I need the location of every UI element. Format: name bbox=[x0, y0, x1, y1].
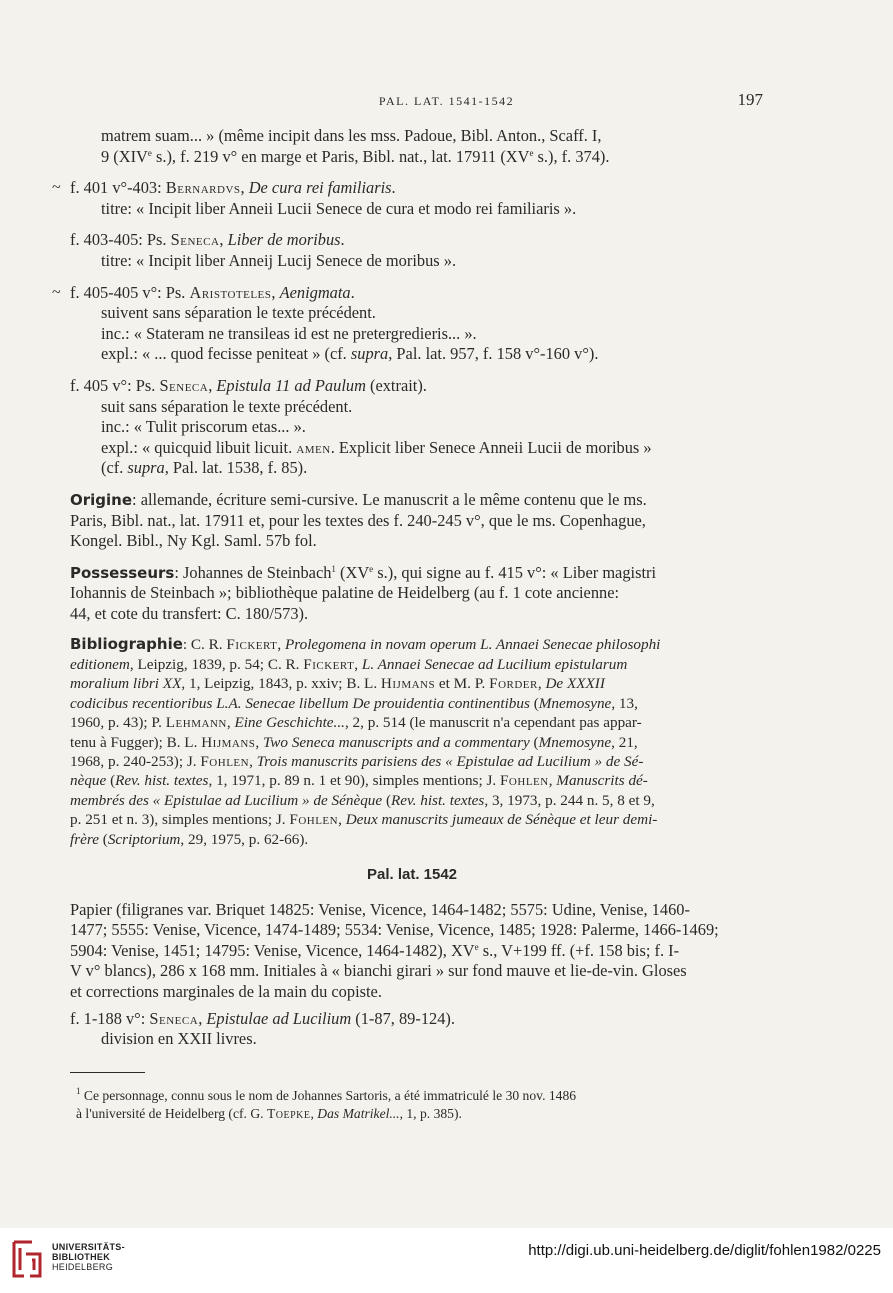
folio-range: f. 401 v°-403: bbox=[70, 178, 166, 198]
journal-title: Scriptorium bbox=[107, 830, 181, 848]
text-span: . bbox=[340, 230, 345, 250]
entry-seneca-lucilium bbox=[70, 1009, 754, 1050]
text-span: tenu à Fugger); B. L. bbox=[70, 733, 202, 751]
text-span: : bbox=[132, 489, 141, 509]
text-span: . bbox=[350, 282, 355, 302]
footnote-divider bbox=[70, 1072, 145, 1073]
text-span: , 3, 1973, p. 244 n. 5, 8 et 9, bbox=[484, 791, 655, 809]
text-span: Johannes de Steinbach bbox=[183, 562, 332, 582]
text-span: , Leipzig, 1839, p. 54; C. R. bbox=[129, 655, 304, 673]
page-header bbox=[0, 90, 893, 112]
text-span: , bbox=[208, 375, 217, 395]
page-body bbox=[52, 126, 754, 1123]
text-span: Ce personnage, connu sous le nom de Johannes Sartoris, a été immatriculé le 30 nov. 1486 bbox=[80, 1087, 577, 1103]
text-line bbox=[70, 563, 754, 584]
text-span: (cf. bbox=[101, 458, 128, 478]
footnote-number: 1 bbox=[76, 1085, 81, 1096]
section-label: Possesseurs bbox=[70, 563, 175, 582]
work-title: Epistulae ad Lucilium bbox=[206, 1008, 352, 1028]
text-line bbox=[70, 655, 754, 674]
text-span: expl.: « ... quod fecisse peniteat » (cf. bbox=[101, 344, 351, 364]
spacer bbox=[70, 219, 754, 230]
text-span: , bbox=[255, 733, 263, 751]
text-span: , bbox=[249, 752, 257, 770]
bibliographie-paragraph bbox=[70, 635, 754, 848]
folio-range: f. 405-405 v°: Ps. bbox=[70, 282, 190, 302]
text-line bbox=[70, 1009, 754, 1030]
text-span: : bbox=[174, 562, 184, 582]
entry-seneca-paulum bbox=[70, 376, 754, 479]
author-name: Hijmans bbox=[380, 675, 436, 693]
author-name: Seneca bbox=[170, 230, 220, 250]
text-line bbox=[70, 178, 754, 199]
library-name-line: UNIVERSITÄTS- bbox=[52, 1242, 125, 1252]
work-title: De cura rei familiaris bbox=[248, 178, 392, 198]
text-line bbox=[70, 438, 754, 459]
superscript: e bbox=[369, 563, 374, 574]
text-span: , bbox=[198, 1008, 207, 1028]
journal-title: Mnemosyne bbox=[538, 733, 612, 751]
text-span: expl.: « quicquid libuit licuit. bbox=[101, 437, 297, 457]
entry-bernardus bbox=[52, 178, 754, 219]
work-title: Deux manuscrits jumeaux de Sénèque et leur demi- bbox=[345, 811, 658, 829]
text-span: (1-87, 89-124). bbox=[351, 1008, 455, 1028]
library-name-line: HEIDELBERG bbox=[52, 1262, 114, 1272]
work-title: Trois manuscrits parisiens des « Epistulae ad Lucilium » de Sé- bbox=[256, 752, 644, 770]
work-title: Das Matrikel... bbox=[317, 1105, 400, 1121]
spacer bbox=[70, 624, 754, 635]
text-span: amen bbox=[296, 437, 331, 457]
text-line bbox=[70, 941, 754, 962]
text-line: suit sans séparation le texte précédent. bbox=[101, 396, 353, 416]
spacer bbox=[70, 479, 754, 490]
section-label: Origine bbox=[70, 490, 133, 509]
text-line: suivent sans séparation le texte précédent. bbox=[101, 303, 376, 323]
text-span: supra bbox=[127, 458, 165, 478]
text-span: , 2, p. 514 (le manuscrit n'a cependant pas appar- bbox=[344, 714, 642, 732]
text-span: , bbox=[271, 282, 280, 302]
work-title: membrés des « Epistulae ad Lucilium » de Sénèque bbox=[70, 791, 383, 809]
author-name: Fohlen bbox=[499, 772, 549, 790]
text-span: , Pal. lat. 957, f. 158 v°-160 v°). bbox=[388, 344, 599, 364]
text-line bbox=[70, 147, 754, 168]
text-span: , bbox=[338, 811, 346, 829]
footnote bbox=[70, 1087, 754, 1123]
text-span: . Explicit liber Senece Anneii Lucii de moribus » bbox=[330, 437, 652, 457]
folio-range: f. 403-405: Ps. bbox=[70, 230, 171, 250]
text-line: 1477; 5555: Venise, Vicence, 1474-1489; 5534: Venise, Vicence, 1485; 1928: Palerme, 1466-1469; bbox=[70, 920, 719, 940]
text-span: , 13, bbox=[611, 694, 638, 712]
text-line bbox=[70, 791, 754, 810]
spacer bbox=[70, 552, 754, 563]
author-name: Fohlen bbox=[289, 811, 339, 829]
text-span: , bbox=[310, 1105, 318, 1121]
text-line: titre: « Incipit liber Anneii Lucii Senece de cura et modo rei familiaris ». bbox=[101, 198, 577, 218]
permalink-url[interactable]: http://digi.ub.uni-heidelberg.de/diglit/fohlen1982/0225 bbox=[528, 1242, 881, 1259]
text-line: Iohannis de Steinbach »; bibliothèque palatine de Heidelberg (au f. 1 cote ancienne: bbox=[70, 583, 620, 603]
section-label: Bibliographie bbox=[70, 635, 183, 654]
work-title: Epistula 11 ad Paulum bbox=[216, 375, 366, 395]
papier-paragraph bbox=[70, 900, 754, 1003]
text-line: inc.: « Tulit priscorum etas... ». bbox=[101, 417, 306, 437]
tilde-mark: ~ bbox=[52, 179, 61, 197]
work-title: Eine Geschichte... bbox=[234, 714, 345, 732]
text-line bbox=[70, 830, 754, 849]
origine-paragraph bbox=[70, 490, 754, 552]
superscript: e bbox=[529, 147, 534, 158]
work-title: Prolegomena in novam operum L. Annaei Senecae philosophi bbox=[284, 636, 661, 654]
text-line: 44, et cote du transfert: C. 180/573). bbox=[70, 603, 309, 623]
text-span: ( bbox=[98, 830, 108, 848]
text-line bbox=[76, 1087, 754, 1105]
text-span: 9 (XIV bbox=[101, 146, 148, 166]
running-head: PAL. LAT. 1541-1542 bbox=[378, 94, 515, 108]
text-span: , bbox=[219, 230, 228, 250]
text-span: , bbox=[226, 714, 235, 732]
section-heading: Pal. lat. 1542 bbox=[366, 865, 458, 883]
work-title: Liber de moribus bbox=[227, 230, 341, 250]
entry-continuation bbox=[70, 126, 754, 167]
text-line bbox=[76, 1105, 754, 1123]
work-title: Two Seneca manuscripts and a commentary bbox=[262, 733, 530, 751]
superscript: e bbox=[474, 941, 479, 952]
text-line: Papier (filigranes var. Briquet 14825: Venise, Vicence, 1464-1482; 5575: Udine, Venise, 1460- bbox=[70, 899, 690, 919]
author-name: Seneca bbox=[159, 375, 209, 395]
text-span: , bbox=[354, 655, 362, 673]
author-name: Bernardvs bbox=[165, 178, 241, 198]
text-line: titre: « Incipit liber Anneij Lucij Senece de moribus ». bbox=[101, 250, 457, 270]
text-span: (XV bbox=[335, 562, 370, 582]
work-title: editionem bbox=[70, 655, 130, 673]
folio-range: f. 405 v°: Ps. bbox=[70, 375, 160, 395]
text-span: supra bbox=[350, 344, 389, 364]
superscript: e bbox=[147, 147, 152, 158]
text-line bbox=[70, 713, 754, 732]
text-line bbox=[70, 771, 754, 790]
text-span: allemande, écriture semi-cursive. Le manuscrit a le même contenu que le ms. bbox=[140, 489, 647, 509]
text-span: , 21, bbox=[611, 733, 638, 751]
text-span: , Pal. lat. 1538, f. 85). bbox=[164, 458, 308, 478]
university-library-logo-icon bbox=[10, 1238, 46, 1280]
folio-range: f. 1-188 v°: bbox=[70, 1008, 150, 1028]
entry-seneca-moribus bbox=[70, 230, 754, 271]
text-line bbox=[70, 694, 754, 713]
spacer bbox=[70, 272, 754, 283]
text-line bbox=[70, 376, 754, 397]
text-span: (extrait). bbox=[365, 375, 427, 395]
author-name: Aristoteles bbox=[189, 282, 272, 302]
author-name: Toepke bbox=[266, 1105, 311, 1121]
journal-title: Mnemosyne bbox=[538, 694, 612, 712]
entry-aristoteles bbox=[52, 282, 754, 365]
work-title: De XXXII bbox=[545, 675, 605, 693]
text-line bbox=[70, 810, 754, 829]
text-line: matrem suam... » (même incipit dans les mss. Padoue, Bibl. Anton., Scaff. I, bbox=[101, 126, 602, 145]
text-span: 1960, p. 43); P. bbox=[70, 714, 166, 732]
text-span: 1968, p. 240-253); J. bbox=[70, 752, 201, 770]
author-name: Hijmans bbox=[201, 733, 256, 751]
author-name: Fohlen bbox=[200, 752, 250, 770]
footnote-marker: 1 bbox=[331, 563, 336, 574]
text-span: : bbox=[182, 636, 191, 654]
text-line bbox=[70, 490, 754, 511]
text-line: inc.: « Stateram ne transileas id est ne pretergredieris... ». bbox=[101, 323, 477, 343]
work-title: Aenigmata bbox=[279, 282, 351, 302]
text-line bbox=[70, 283, 754, 304]
library-name-line: BIBLIOTHEK bbox=[52, 1252, 110, 1262]
text-span: 5904: Venise, 1451; 14795: Venise, Vicence, 1464-1482), XV bbox=[70, 940, 475, 960]
text-span: s., V+199 ff. (+f. 158 bis; f. I- bbox=[478, 940, 680, 960]
page-number: 197 bbox=[737, 90, 763, 109]
text-line: et corrections marginales de la main du copiste. bbox=[70, 981, 382, 1001]
text-line bbox=[70, 752, 754, 771]
text-line: division en XXII livres. bbox=[101, 1029, 257, 1049]
author-name: Forder bbox=[489, 675, 538, 693]
text-line bbox=[70, 674, 754, 693]
text-line bbox=[70, 635, 754, 654]
text-span: s.), f. 219 v° en marge et Paris, Bibl. nat., lat. 17911 (XV bbox=[151, 146, 530, 166]
text-span: , bbox=[548, 772, 557, 790]
text-span: , 1, 1971, p. 89 n. 1 et 90), simples mentions; J. bbox=[208, 772, 500, 790]
text-span: , bbox=[277, 636, 285, 654]
text-span: , 29, 1975, p. 62-66). bbox=[180, 830, 309, 848]
text-span: ( bbox=[106, 772, 116, 790]
text-span: à l'université de Heidelberg (cf. G. bbox=[76, 1105, 267, 1121]
author-name: Seneca bbox=[149, 1008, 199, 1028]
work-title: moralium libri XX bbox=[70, 675, 182, 693]
text-span: , 1, p. 385). bbox=[399, 1105, 462, 1121]
possesseurs-paragraph bbox=[70, 563, 754, 625]
text-span: , bbox=[537, 675, 546, 693]
text-span: . bbox=[391, 178, 396, 198]
journal-title: Rev. hist. textes bbox=[115, 772, 209, 790]
work-title: nèque bbox=[70, 772, 107, 790]
text-span: , bbox=[240, 178, 249, 198]
text-span: , 1, Leipzig, 1843, p. xxiv; B. L. bbox=[181, 675, 381, 693]
work-title: L. Annaei Senecae ad Lucilium epistularum bbox=[361, 655, 628, 673]
spacer bbox=[70, 167, 754, 178]
author-name: Fickert bbox=[226, 636, 278, 654]
spacer bbox=[70, 365, 754, 376]
text-line bbox=[70, 230, 754, 251]
text-line: V v° blancs), 286 x 168 mm. Initiales à « bianchi girari » sur fond mauve et lie-de-vin. Gloses bbox=[70, 961, 687, 981]
author-name: Lehmann bbox=[165, 714, 227, 732]
text-span: ( bbox=[382, 791, 391, 809]
work-title: codicibus recentioribus L.A. Senecae libellum De prouidentia continentibus bbox=[70, 694, 530, 712]
text-span: p. 251 et n. 3), simples mentions; J. bbox=[70, 811, 290, 829]
text-span: ( bbox=[529, 694, 539, 712]
text-line: Paris, Bibl. nat., lat. 17911 et, pour les textes des f. 240-245 v°, que le ms. Copenhague, bbox=[70, 510, 646, 530]
work-title: frère bbox=[70, 830, 99, 848]
journal-title: Rev. hist. textes bbox=[391, 791, 485, 809]
text-line bbox=[70, 344, 754, 365]
viewer-footer bbox=[0, 1228, 893, 1293]
author-name: Fickert bbox=[303, 655, 355, 673]
text-span: C. R. bbox=[190, 636, 227, 654]
text-line bbox=[70, 458, 754, 479]
text-span: s.), f. 374). bbox=[533, 146, 610, 166]
work-title: Manuscrits dé- bbox=[556, 772, 648, 790]
text-span: s.), qui signe au f. 415 v°: « Liber magistri bbox=[373, 562, 657, 582]
text-span: et M. P. bbox=[435, 675, 490, 693]
text-line: Kongel. Bibl., Ny Kgl. Saml. 57b fol. bbox=[70, 531, 317, 551]
text-span: ( bbox=[529, 733, 539, 751]
tilde-mark: ~ bbox=[52, 283, 61, 301]
text-line bbox=[70, 733, 754, 752]
